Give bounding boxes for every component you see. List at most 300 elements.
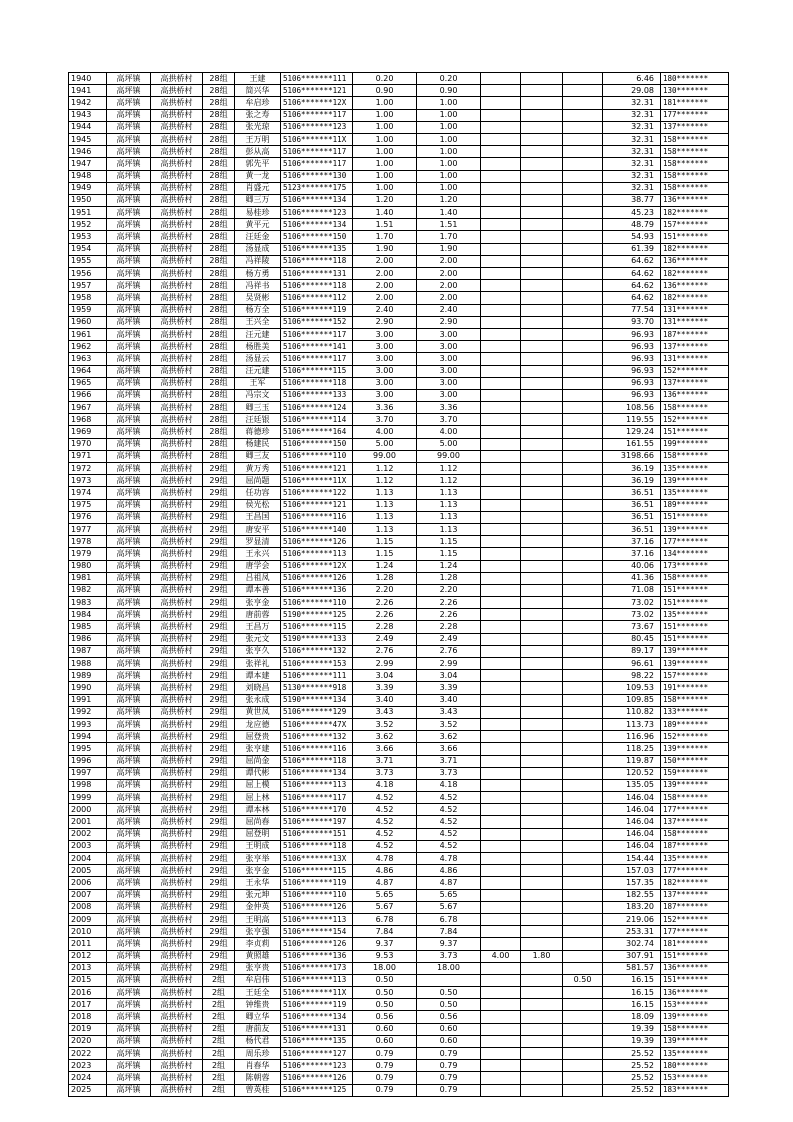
cell-extra-1 — [481, 779, 521, 791]
cell-area-a: 1.15 — [353, 548, 417, 560]
cell-amount: 129.24 — [603, 426, 661, 438]
cell-id-masked: 5106*******131 — [281, 268, 353, 280]
cell-area-a: 1.00 — [353, 182, 417, 194]
cell-amount: 96.93 — [603, 365, 661, 377]
cell-phone-masked: 150******* — [661, 755, 729, 767]
cell-extra-2 — [521, 694, 563, 706]
cell-area-a: 4.52 — [353, 804, 417, 816]
cell-name: 牟启伟 — [235, 974, 281, 986]
table-row — [69, 987, 729, 999]
cell-area-b: 2.49 — [417, 633, 481, 645]
cell-area-b: 1.00 — [417, 133, 481, 145]
cell-village: 高拱桥村 — [151, 207, 203, 219]
cell-extra-2 — [521, 487, 563, 499]
cell-village: 高拱桥村 — [151, 1023, 203, 1035]
cell-seq: 1983 — [69, 597, 107, 609]
cell-extra-3 — [563, 670, 603, 682]
cell-seq: 1977 — [69, 523, 107, 535]
cell-extra-1 — [481, 97, 521, 109]
cell-name: 汪廷金 — [235, 231, 281, 243]
cell-phone-masked: 180******* — [661, 1060, 729, 1072]
cell-phone-masked: 177******* — [661, 804, 729, 816]
table-row — [69, 243, 729, 255]
cell-village: 高拱桥村 — [151, 950, 203, 962]
cell-name: 屈登贵 — [235, 731, 281, 743]
cell-group: 29组 — [203, 853, 235, 865]
cell-extra-3 — [563, 889, 603, 901]
cell-extra-1 — [481, 475, 521, 487]
cell-village: 高拱桥村 — [151, 840, 203, 852]
table-row — [69, 804, 729, 816]
cell-extra-1 — [481, 999, 521, 1011]
cell-amount: 41.36 — [603, 572, 661, 584]
table-row — [69, 913, 729, 925]
cell-group: 28组 — [203, 243, 235, 255]
cell-amount: 182.55 — [603, 889, 661, 901]
cell-extra-2 — [521, 658, 563, 670]
cell-seq: 1987 — [69, 645, 107, 657]
cell-extra-3 — [563, 645, 603, 657]
cell-amount: 96.93 — [603, 328, 661, 340]
cell-extra-2 — [521, 999, 563, 1011]
cell-name: 杨胜美 — [235, 341, 281, 353]
cell-group: 29组 — [203, 913, 235, 925]
cell-id-masked: 5106*******132 — [281, 731, 353, 743]
cell-amount: 32.31 — [603, 121, 661, 133]
cell-name: 蒋德珍 — [235, 426, 281, 438]
cell-town: 高坪镇 — [107, 231, 151, 243]
cell-area-a: 2.26 — [353, 597, 417, 609]
cell-amount: 19.39 — [603, 1035, 661, 1047]
table-row — [69, 621, 729, 633]
cell-amount: 25.52 — [603, 1084, 661, 1096]
cell-seq: 1944 — [69, 121, 107, 133]
cell-extra-3 — [563, 718, 603, 730]
table-row — [69, 304, 729, 316]
cell-village: 高拱桥村 — [151, 828, 203, 840]
cell-name: 王兴全 — [235, 316, 281, 328]
cell-extra-2 — [521, 341, 563, 353]
cell-town: 高坪镇 — [107, 755, 151, 767]
cell-id-masked: 5106*******13X — [281, 853, 353, 865]
cell-name: 卿三万 — [235, 194, 281, 206]
cell-seq: 1976 — [69, 511, 107, 523]
cell-amount: 16.15 — [603, 999, 661, 1011]
cell-group: 2组 — [203, 1060, 235, 1072]
cell-extra-1 — [481, 609, 521, 621]
cell-seq: 1946 — [69, 146, 107, 158]
cell-amount: 73.02 — [603, 597, 661, 609]
cell-extra-1: 4.00 — [481, 950, 521, 962]
table-row — [69, 231, 729, 243]
cell-id-masked: 5106*******118 — [281, 280, 353, 292]
cell-id-masked: 5106*******113 — [281, 548, 353, 560]
cell-id-masked: 5106*******117 — [281, 158, 353, 170]
cell-name: 易桂珍 — [235, 207, 281, 219]
cell-name: 唐学会 — [235, 560, 281, 572]
cell-area-a: 3.66 — [353, 743, 417, 755]
cell-name: 张亨建 — [235, 743, 281, 755]
cell-town: 高坪镇 — [107, 767, 151, 779]
cell-extra-2 — [521, 1011, 563, 1023]
cell-village: 高拱桥村 — [151, 255, 203, 267]
cell-amount: 29.08 — [603, 85, 661, 97]
cell-id-masked: 5106*******123 — [281, 121, 353, 133]
cell-area-b: 3.00 — [417, 389, 481, 401]
table-row — [69, 450, 729, 462]
cell-phone-masked: 158******* — [661, 182, 729, 194]
cell-village: 高拱桥村 — [151, 877, 203, 889]
cell-name: 简兴华 — [235, 85, 281, 97]
cell-group: 29组 — [203, 816, 235, 828]
cell-amount: 64.62 — [603, 292, 661, 304]
cell-amount: 307.91 — [603, 950, 661, 962]
cell-area-a: 0.50 — [353, 987, 417, 999]
table-row — [69, 170, 729, 182]
cell-seq: 1953 — [69, 231, 107, 243]
cell-seq: 1945 — [69, 133, 107, 145]
cell-extra-2 — [521, 280, 563, 292]
cell-phone-masked: 182******* — [661, 268, 729, 280]
cell-village: 高拱桥村 — [151, 231, 203, 243]
cell-phone-masked: 158******* — [661, 828, 729, 840]
table-row — [69, 438, 729, 450]
cell-id-masked: 5106*******121 — [281, 85, 353, 97]
cell-name: 张永成 — [235, 694, 281, 706]
cell-seq: 1997 — [69, 767, 107, 779]
cell-extra-2 — [521, 572, 563, 584]
cell-village: 高拱桥村 — [151, 731, 203, 743]
cell-phone-masked: 131******* — [661, 304, 729, 316]
table-row — [69, 85, 729, 97]
cell-extra-2 — [521, 938, 563, 950]
cell-seq: 1988 — [69, 658, 107, 670]
cell-phone-masked: 139******* — [661, 743, 729, 755]
cell-town: 高坪镇 — [107, 1011, 151, 1023]
cell-name: 屈尚题 — [235, 475, 281, 487]
cell-seq: 1979 — [69, 548, 107, 560]
cell-id-masked: 5106*******135 — [281, 243, 353, 255]
cell-village: 高拱桥村 — [151, 1084, 203, 1096]
table-row — [69, 974, 729, 986]
cell-seq: 2009 — [69, 913, 107, 925]
cell-area-b: 2.00 — [417, 255, 481, 267]
cell-amount: 36.19 — [603, 463, 661, 475]
cell-extra-1 — [481, 316, 521, 328]
table-row — [69, 475, 729, 487]
cell-name: 谭代彬 — [235, 767, 281, 779]
cell-extra-1 — [481, 548, 521, 560]
cell-village: 高拱桥村 — [151, 292, 203, 304]
cell-phone-masked: 183******* — [661, 1084, 729, 1096]
table-row — [69, 377, 729, 389]
cell-area-a: 5.65 — [353, 889, 417, 901]
cell-name: 汤显云 — [235, 353, 281, 365]
cell-area-a: 1.24 — [353, 560, 417, 572]
cell-amount: 37.16 — [603, 548, 661, 560]
cell-phone-masked: 135******* — [661, 1048, 729, 1060]
cell-village: 高拱桥村 — [151, 816, 203, 828]
cell-extra-2 — [521, 962, 563, 974]
cell-seq: 1966 — [69, 389, 107, 401]
table-row — [69, 536, 729, 548]
cell-village: 高拱桥村 — [151, 938, 203, 950]
cell-area-a: 1.00 — [353, 158, 417, 170]
cell-seq: 1971 — [69, 450, 107, 462]
cell-extra-1 — [481, 133, 521, 145]
cell-village: 高拱桥村 — [151, 219, 203, 231]
cell-phone-masked: 134******* — [661, 548, 729, 560]
cell-id-masked: 5106*******115 — [281, 621, 353, 633]
cell-phone-masked: 151******* — [661, 974, 729, 986]
table-row — [69, 1011, 729, 1023]
table-row — [69, 1060, 729, 1072]
cell-extra-2 — [521, 365, 563, 377]
cell-area-a: 2.26 — [353, 609, 417, 621]
cell-extra-3 — [563, 219, 603, 231]
cell-amount: 64.62 — [603, 268, 661, 280]
cell-id-masked: 5106*******115 — [281, 865, 353, 877]
cell-id-masked: 5106*******152 — [281, 316, 353, 328]
table-row — [69, 182, 729, 194]
cell-village: 高拱桥村 — [151, 499, 203, 511]
cell-area-b: 0.79 — [417, 1072, 481, 1084]
table-row — [69, 487, 729, 499]
cell-group: 29组 — [203, 633, 235, 645]
cell-area-b: 3.62 — [417, 731, 481, 743]
cell-amount: 96.61 — [603, 658, 661, 670]
cell-area-b: 1.00 — [417, 121, 481, 133]
cell-area-a: 0.90 — [353, 85, 417, 97]
cell-extra-1 — [481, 755, 521, 767]
cell-extra-1 — [481, 560, 521, 572]
cell-seq: 1954 — [69, 243, 107, 255]
cell-amount: 25.52 — [603, 1048, 661, 1060]
cell-village: 高拱桥村 — [151, 487, 203, 499]
cell-town: 高坪镇 — [107, 609, 151, 621]
cell-id-masked: 5106*******126 — [281, 572, 353, 584]
cell-seq: 2010 — [69, 926, 107, 938]
cell-group: 2组 — [203, 999, 235, 1011]
cell-area-a: 9.53 — [353, 950, 417, 962]
cell-extra-3 — [563, 901, 603, 913]
cell-village: 高拱桥村 — [151, 1011, 203, 1023]
cell-extra-2 — [521, 133, 563, 145]
table-row — [69, 658, 729, 670]
cell-village: 高拱桥村 — [151, 584, 203, 596]
cell-extra-2 — [521, 926, 563, 938]
cell-town: 高坪镇 — [107, 1084, 151, 1096]
table-row — [69, 901, 729, 913]
cell-area-a: 1.00 — [353, 121, 417, 133]
table-row — [69, 999, 729, 1011]
cell-town: 高坪镇 — [107, 718, 151, 730]
cell-name: 谭本林 — [235, 804, 281, 816]
cell-name: 冯祥书 — [235, 280, 281, 292]
cell-name: 王明成 — [235, 840, 281, 852]
cell-amount: 146.04 — [603, 792, 661, 804]
cell-extra-1 — [481, 255, 521, 267]
table-row — [69, 109, 729, 121]
cell-area-b: 3.52 — [417, 718, 481, 730]
cell-extra-2 — [521, 633, 563, 645]
cell-area-a: 3.73 — [353, 767, 417, 779]
cell-village: 高拱桥村 — [151, 365, 203, 377]
cell-village: 高拱桥村 — [151, 548, 203, 560]
cell-extra-1 — [481, 109, 521, 121]
cell-amount: 581.57 — [603, 962, 661, 974]
table-row — [69, 572, 729, 584]
cell-id-masked: 5106*******122 — [281, 487, 353, 499]
cell-id-masked: 5106*******117 — [281, 109, 353, 121]
cell-name: 唐安平 — [235, 523, 281, 535]
cell-name: 汪元建 — [235, 328, 281, 340]
cell-seq: 2016 — [69, 987, 107, 999]
cell-area-b: 1.00 — [417, 109, 481, 121]
cell-id-masked: 5106*******151 — [281, 828, 353, 840]
cell-extra-1 — [481, 645, 521, 657]
cell-group: 29组 — [203, 767, 235, 779]
cell-id-masked: 5106*******117 — [281, 328, 353, 340]
cell-extra-3 — [563, 853, 603, 865]
cell-area-b: 4.18 — [417, 779, 481, 791]
cell-name: 杨代君 — [235, 1035, 281, 1047]
cell-amount: 302.74 — [603, 938, 661, 950]
cell-extra-1 — [481, 584, 521, 596]
table-row — [69, 597, 729, 609]
cell-town: 高坪镇 — [107, 353, 151, 365]
cell-amount: 32.31 — [603, 109, 661, 121]
cell-extra-3 — [563, 1072, 603, 1084]
cell-seq: 2008 — [69, 901, 107, 913]
cell-town: 高坪镇 — [107, 133, 151, 145]
cell-phone-masked: 158******* — [661, 170, 729, 182]
cell-area-a: 1.00 — [353, 170, 417, 182]
cell-id-masked: 5130*******918 — [281, 682, 353, 694]
cell-area-b: 1.00 — [417, 170, 481, 182]
cell-extra-2 — [521, 463, 563, 475]
cell-name: 张亨举 — [235, 853, 281, 865]
table-row — [69, 389, 729, 401]
cell-village: 高拱桥村 — [151, 792, 203, 804]
cell-extra-2 — [521, 85, 563, 97]
cell-area-a: 1.40 — [353, 207, 417, 219]
cell-extra-1 — [481, 731, 521, 743]
cell-name: 张之寿 — [235, 109, 281, 121]
cell-town: 高坪镇 — [107, 901, 151, 913]
cell-id-masked: 5106*******12X — [281, 97, 353, 109]
cell-extra-3 — [563, 987, 603, 999]
cell-seq: 2001 — [69, 816, 107, 828]
cell-name: 吕祖凤 — [235, 572, 281, 584]
cell-area-a: 1.00 — [353, 133, 417, 145]
cell-group: 29组 — [203, 536, 235, 548]
cell-group: 2组 — [203, 1048, 235, 1060]
cell-phone-masked: 136******* — [661, 280, 729, 292]
cell-phone-masked: 136******* — [661, 194, 729, 206]
cell-area-b: 1.13 — [417, 523, 481, 535]
cell-village: 高拱桥村 — [151, 597, 203, 609]
table-row — [69, 633, 729, 645]
cell-village: 高拱桥村 — [151, 182, 203, 194]
cell-name: 冯祥陵 — [235, 255, 281, 267]
cell-group: 28组 — [203, 219, 235, 231]
cell-extra-3 — [563, 426, 603, 438]
cell-town: 高坪镇 — [107, 645, 151, 657]
cell-extra-3 — [563, 304, 603, 316]
table-row — [69, 548, 729, 560]
cell-phone-masked: 189******* — [661, 718, 729, 730]
cell-name: 龙应德 — [235, 718, 281, 730]
cell-area-b: 2.26 — [417, 609, 481, 621]
table-row — [69, 292, 729, 304]
cell-area-a: 0.50 — [353, 974, 417, 986]
cell-extra-1 — [481, 328, 521, 340]
cell-seq: 2024 — [69, 1072, 107, 1084]
cell-area-b: 4.52 — [417, 840, 481, 852]
cell-extra-2 — [521, 109, 563, 121]
cell-seq: 1982 — [69, 584, 107, 596]
cell-group: 29组 — [203, 804, 235, 816]
cell-area-b: 3.00 — [417, 341, 481, 353]
cell-area-a: 3.00 — [353, 353, 417, 365]
cell-extra-1 — [481, 597, 521, 609]
cell-area-b: 4.52 — [417, 792, 481, 804]
cell-town: 高坪镇 — [107, 268, 151, 280]
table-row — [69, 865, 729, 877]
cell-phone-masked: 177******* — [661, 926, 729, 938]
cell-phone-masked: 158******* — [661, 450, 729, 462]
cell-extra-3 — [563, 194, 603, 206]
cell-extra-3 — [563, 779, 603, 791]
cell-group: 28组 — [203, 85, 235, 97]
cell-town: 高坪镇 — [107, 974, 151, 986]
cell-phone-masked: 135******* — [661, 487, 729, 499]
cell-group: 28组 — [203, 194, 235, 206]
cell-seq: 1999 — [69, 792, 107, 804]
cell-extra-1 — [481, 414, 521, 426]
cell-group: 28组 — [203, 121, 235, 133]
cell-town: 高坪镇 — [107, 731, 151, 743]
cell-extra-3 — [563, 694, 603, 706]
cell-phone-masked: 151******* — [661, 950, 729, 962]
cell-town: 高坪镇 — [107, 584, 151, 596]
cell-amount: 25.52 — [603, 1072, 661, 1084]
cell-area-b: 5.65 — [417, 889, 481, 901]
cell-extra-2 — [521, 743, 563, 755]
cell-area-b: 1.13 — [417, 499, 481, 511]
cell-area-b: 3.36 — [417, 402, 481, 414]
cell-area-a: 4.86 — [353, 865, 417, 877]
cell-village: 高拱桥村 — [151, 85, 203, 97]
cell-phone-masked: 177******* — [661, 536, 729, 548]
cell-group: 29组 — [203, 901, 235, 913]
cell-town: 高坪镇 — [107, 682, 151, 694]
cell-extra-1 — [481, 182, 521, 194]
cell-area-b: 1.28 — [417, 572, 481, 584]
cell-extra-2 — [521, 853, 563, 865]
cell-extra-3 — [563, 402, 603, 414]
cell-area-a: 3.00 — [353, 377, 417, 389]
cell-town: 高坪镇 — [107, 816, 151, 828]
cell-extra-1 — [481, 767, 521, 779]
cell-area-a: 2.76 — [353, 645, 417, 657]
cell-town: 高坪镇 — [107, 402, 151, 414]
cell-extra-1 — [481, 1072, 521, 1084]
cell-name: 王明高 — [235, 913, 281, 925]
cell-extra-3 — [563, 572, 603, 584]
cell-area-b: 1.90 — [417, 243, 481, 255]
